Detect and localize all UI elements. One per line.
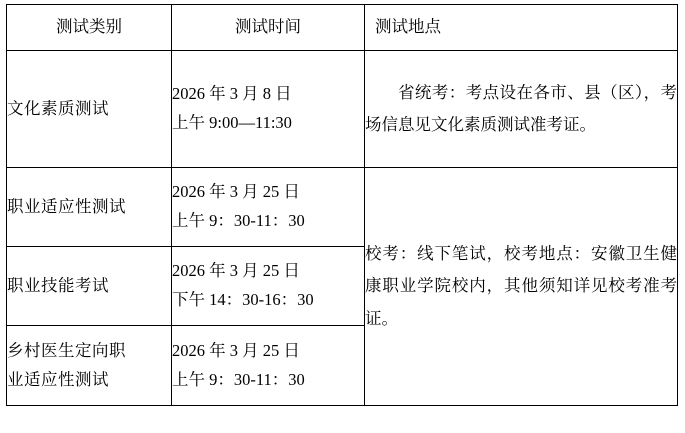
category-line: 文化素质测试 <box>7 98 109 118</box>
time-line: 下午 14：30-16：30 <box>172 290 314 309</box>
cell-category-aptitude <box>7 168 172 247</box>
cell-category-village-doctor <box>7 326 172 406</box>
document-page <box>0 4 685 433</box>
table-row <box>7 51 678 168</box>
cell-category-culture <box>7 51 172 168</box>
table-header-row <box>7 5 678 51</box>
exam-schedule-table <box>6 4 678 406</box>
place-text: 省统考：考点设在各市、县（区），考场信息见文化素质测试准考证。 <box>365 82 677 134</box>
time-line: 2026 年 3 月 8 日 <box>172 84 292 104</box>
cell-time-skill <box>172 247 365 326</box>
cell-category-skill <box>7 247 172 326</box>
time-line: 2026 年 3 月 25 日 <box>172 340 300 360</box>
category-line: 职业技能考试 <box>7 275 109 295</box>
cell-time-culture <box>172 51 365 168</box>
cell-place-school <box>365 168 678 406</box>
category-line: 业适应性测试 <box>7 369 109 389</box>
cell-place-provincial <box>365 51 678 168</box>
time-line: 2026 年 3 月 25 日 <box>172 261 300 281</box>
table-row <box>7 168 678 247</box>
time-line: 上午 9：30-11：30 <box>172 369 305 389</box>
header-cell-category: 测试类别 <box>7 5 172 51</box>
cell-time-aptitude <box>172 168 365 247</box>
category-line: 乡村医生定向职 <box>7 340 126 360</box>
cell-time-village-doctor <box>172 326 365 406</box>
time-line: 上午 9:00—11:30 <box>172 113 292 132</box>
category-line: 职业适应性测试 <box>7 196 126 216</box>
header-cell-time: 测试时间 <box>172 5 365 51</box>
header-cell-place: 测试地点 <box>365 5 678 51</box>
time-line: 2026 年 3 月 25 日 <box>172 182 300 202</box>
place-text: 校考：线下笔试，校考地点：安徽卫生健康职业学院校内，其他须知详见校考准考证。 <box>365 244 677 328</box>
time-line: 上午 9：30-11：30 <box>172 211 305 230</box>
